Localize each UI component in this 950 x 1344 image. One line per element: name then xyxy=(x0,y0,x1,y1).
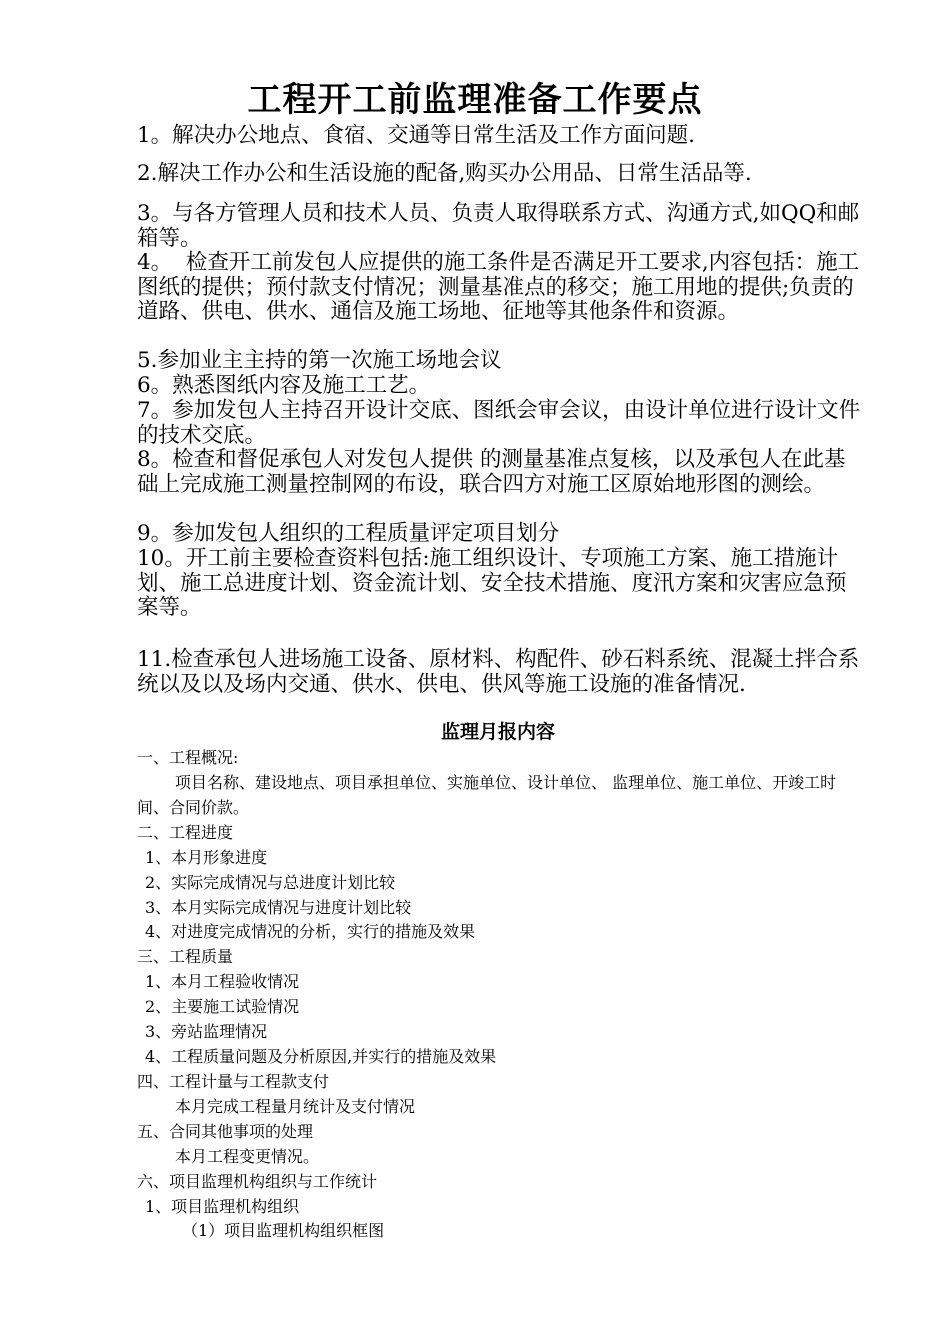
section-subtitle: 监理月报内容 xyxy=(440,721,555,743)
report-paragraph: 项目名称、建设地点、项目承担单位、实施单位、设计单位、 监理单位、施工单位、开竣工时间、合同价款。 xyxy=(137,773,837,817)
item-11: 11.检查承包人进场施工设备、原材料、构配件、砂石料系统、混凝土拌合系统以及以及场内交通、供水、供电、供风等施工设施的准备情况. xyxy=(137,647,860,697)
report-heading-6: 六、项目监理机构组织与工作统计 xyxy=(137,1172,378,1191)
item-7: 7。参加发包人主持召开设计交底、图纸会审会议，由设计单位进行设计文件的技术交底。 xyxy=(137,398,861,448)
item-9: 9。参加发包人组织的工程质量评定项目划分 xyxy=(137,521,560,546)
report-item: 4、对进度完成情况的分析，实行的措施及效果 xyxy=(145,922,476,941)
report-heading-4: 四、工程计量与工程款支付 xyxy=(137,1072,330,1091)
item-8: 8。检查和督促承包人对发包人提供 的测量基准点复核，以及承包人在此基础上完成施工测量控制网的布设，联合四方对施工区原始地形图的测绘。 xyxy=(137,447,846,497)
item-1: 1。解决办公地点、食宿、交通等日常生活及工作方面问题. xyxy=(137,123,696,148)
item-3: 3。与各方管理人员和技术人员、负责人取得联系方式、沟通方式,如QQ和邮箱等。 xyxy=(137,201,860,251)
report-heading-2: 二、工程进度 xyxy=(137,823,234,842)
item-10: 10。开工前主要检查资料包括:施工组织设计、专项施工方案、施工措施计划、施工总进度计划、资金流计划、安全技术措施、度汛方案和灾害应急预案等。 xyxy=(137,546,847,620)
report-item: 3、本月实际完成情况与进度计划比较 xyxy=(145,898,412,917)
report-subitem: 本月完成工程量月统计及支付情况 xyxy=(175,1097,416,1116)
item-6: 6。熟悉图纸内容及施工工艺。 xyxy=(137,373,431,398)
report-heading-3: 三、工程质量 xyxy=(137,947,234,966)
report-subitem: （1）项目监理机构组织框图 xyxy=(182,1221,385,1240)
report-item: 1、本月形象进度 xyxy=(145,848,268,867)
report-item: 4、工程质量问题及分析原因,并实行的措施及效果 xyxy=(145,1047,497,1066)
page-title: 工程开工前监理准备工作要点 xyxy=(247,80,703,120)
report-item: 1、项目监理机构组织 xyxy=(145,1197,300,1216)
report-heading-1: 一、工程概况: xyxy=(137,748,239,767)
report-item: 1、本月工程验收情况 xyxy=(145,972,300,991)
report-heading-5: 五、合同其他事项的处理 xyxy=(137,1122,314,1141)
item-2: 2.解决工作办公和生活设施的配备,购买办公用品、日常生活品等. xyxy=(137,161,752,186)
report-subitem: 本月工程变更情况。 xyxy=(175,1147,320,1166)
report-item: 3、旁站监理情况 xyxy=(145,1022,268,1041)
report-item: 2、实际完成情况与总进度计划比较 xyxy=(145,873,396,892)
item-4: 4。 检查开工前发包人应提供的施工条件是否满足开工要求,内容包括：施工图纸的提供；预付款支付情况；测量基准点的移交；施工用地的提供;负责的道路、供电、供水、通信及施工场地、征地等其他条件和资源。 xyxy=(137,250,860,324)
item-5: 5.参加业主主持的第一次施工场地会议 xyxy=(137,348,502,373)
report-item: 2、主要施工试验情况 xyxy=(145,997,300,1016)
